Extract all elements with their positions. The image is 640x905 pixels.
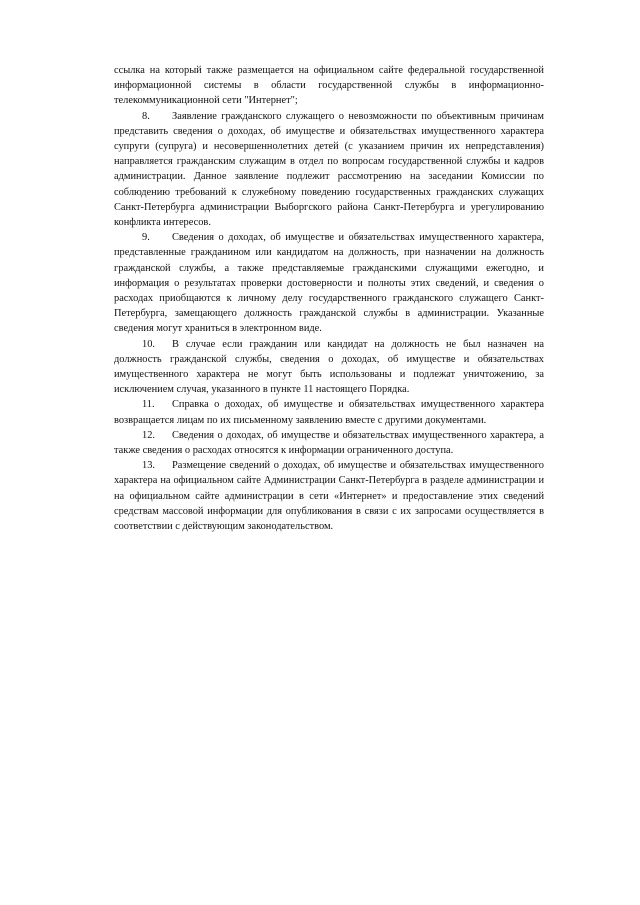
paragraph-12	[114, 428, 544, 458]
paragraph-text: Заявление гражданского служащего о невозможности по объективным причинам представить сведения о доходах, об имуществе и обязательствах имущественного характера супруги (супруга) и несовершеннолетних детей (с указанием причин их непредставления) направляется гражданским служащим в отдел по вопросам государственной службы и кадров администрации. Данное заявление подлежит рассмотрению на заседании Комиссии по соблюдению требований к служебному поведению государственных гражданских служащих Санкт-Петербурга администрации Выборгского района Санкт-Петербурга и урегулированию конфликта интересов.	[114, 110, 544, 229]
paragraph-text: Сведения о доходах, об имуществе и обязательствах имущественного характера, а также сведения о расходах относятся к информации ограниченного доступа.	[114, 429, 544, 457]
paragraph-text: ссылка на который также размещается на официальном сайте федеральной государственной информационной системы в области государственной службы в информационно-телекоммуникационной сети "Интернет";	[114, 65, 544, 107]
paragraph-text: Справка о доходах, об имуществе и обязательствах имущественного характера возвращается лицам по их письменному заявлению вместе с другими документами.	[114, 399, 544, 426]
paragraph-number: 12.	[142, 429, 155, 441]
paragraph-text: Размещение сведений о доходах, об имуществе и обязательствах имущественного характера на официальном сайте Администрации Санкт-Петербурга в разделе администрации и на официальном сайте администрации в сети «Интернет» и предоставление этих сведений средствам массовой информации для опубликования в связи с их запросами осуществляется в соответствии с действующим законодательством.	[114, 460, 544, 533]
paragraph-continuation	[114, 63, 544, 109]
paragraph-10	[114, 337, 544, 398]
paragraph-8	[114, 109, 544, 231]
paragraph-number: 8.	[142, 110, 150, 122]
paragraph-number: 11.	[142, 399, 155, 411]
paragraph-number: 10.	[142, 338, 155, 350]
paragraph-9	[114, 230, 544, 336]
paragraph-number: 13.	[142, 460, 155, 472]
paragraph-text: Сведения о доходах, об имуществе и обязательствах имущественного характера, представленные гражданином или кандидатом на должность, при назначении на должность гражданской службы, а также представляемые гражданскими служащими ежегодно, и информация о результатах проверки достоверности и полноты этих сведений, и сведения о расходах приобщаются к личному делу государственного гражданского служащего Санкт-Петербурга, замещающего должность гражданской службы в администрации. Указанные сведения могут храниться в электронном виде.	[114, 232, 544, 335]
paragraph-text: В случае если гражданин или кандидат на должность не был назначен на должность гражданской службы, сведения о доходах, об имуществе и обязательствах имущественного характера не могут быть использованы и подлежат уничтожению, за исключением случая, указанного в пункте 11 настоящего Порядка.	[114, 338, 544, 396]
document-page	[114, 63, 544, 534]
paragraph-11	[114, 397, 544, 427]
paragraph-number: 9.	[142, 232, 150, 244]
paragraph-13	[114, 458, 544, 534]
